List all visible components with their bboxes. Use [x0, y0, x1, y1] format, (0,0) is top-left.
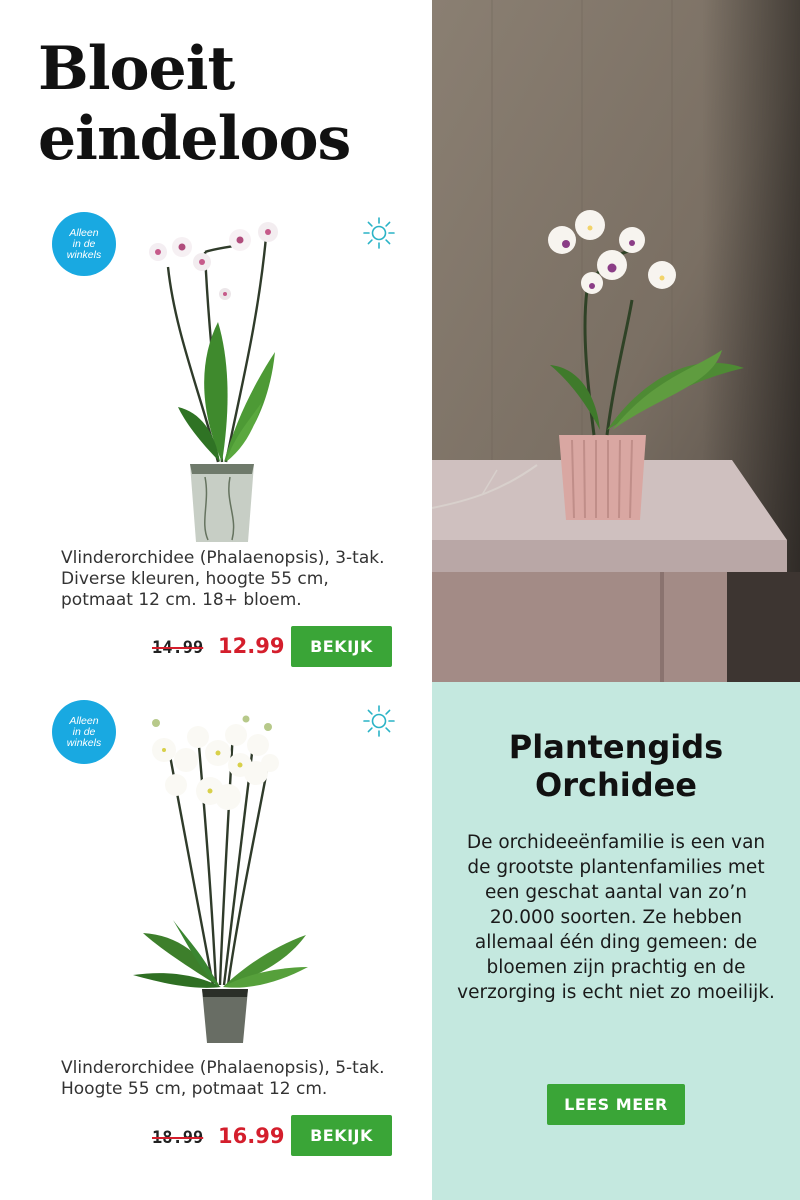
badge-line: winkels — [66, 248, 102, 261]
badge-line: in de — [72, 725, 96, 738]
in-store-only-badge — [52, 700, 116, 764]
plant-guide-text: De orchideeënfamilie is een van de grootste plantenfamilies met een geschat aantal van zo’n 20.000 soorten. Ze hebben allemaal één ding gemeen: de bloemen zijn prachtig en de verzorging is echt niet zo moeilijk. — [457, 832, 775, 1003]
view-product-button[interactable]: BEKIJK — [291, 1115, 392, 1156]
headline-line-1: Bloeit — [38, 34, 235, 104]
old-price: 18.99 — [152, 1128, 204, 1148]
view-product-button[interactable]: BEKIJK — [291, 626, 392, 667]
lifestyle-photo-image — [432, 0, 800, 682]
read-more-button[interactable]: LEES MEER — [547, 1084, 685, 1125]
plant-guide-title — [432, 728, 800, 804]
guide-title-line-2: Orchidee — [534, 766, 697, 804]
guide-title-line-1: Plantengids — [508, 728, 724, 766]
headline-line-2: eindeloos — [38, 104, 351, 174]
page-headline — [38, 34, 350, 174]
in-store-only-badge — [52, 212, 116, 276]
sun-icon — [362, 704, 396, 738]
orchid-3-branch-image[interactable] — [130, 212, 310, 547]
badge-line: in de — [72, 237, 96, 250]
orchid-5-branch-image[interactable] — [128, 705, 313, 1047]
orchid-lifestyle-photo — [432, 0, 800, 682]
product-description: Vlinderorchidee (Phalaenopsis), 5-tak. Hoogte 55 cm, potmaat 12 cm. — [61, 1058, 385, 1099]
badge-line: winkels — [66, 736, 102, 749]
old-price: 14.99 — [152, 638, 204, 658]
sale-price: 12.99 — [218, 634, 285, 658]
badge-line: Alleen — [69, 226, 99, 239]
sale-price: 16.99 — [218, 1124, 285, 1148]
badge-line: Alleen — [69, 714, 99, 727]
sun-icon — [362, 216, 396, 250]
product-description: Vlinderorchidee (Phalaenopsis), 3-tak. Diverse kleuren, hoogte 55 cm, potmaat 12 cm. 18+ bloem. — [61, 548, 385, 610]
